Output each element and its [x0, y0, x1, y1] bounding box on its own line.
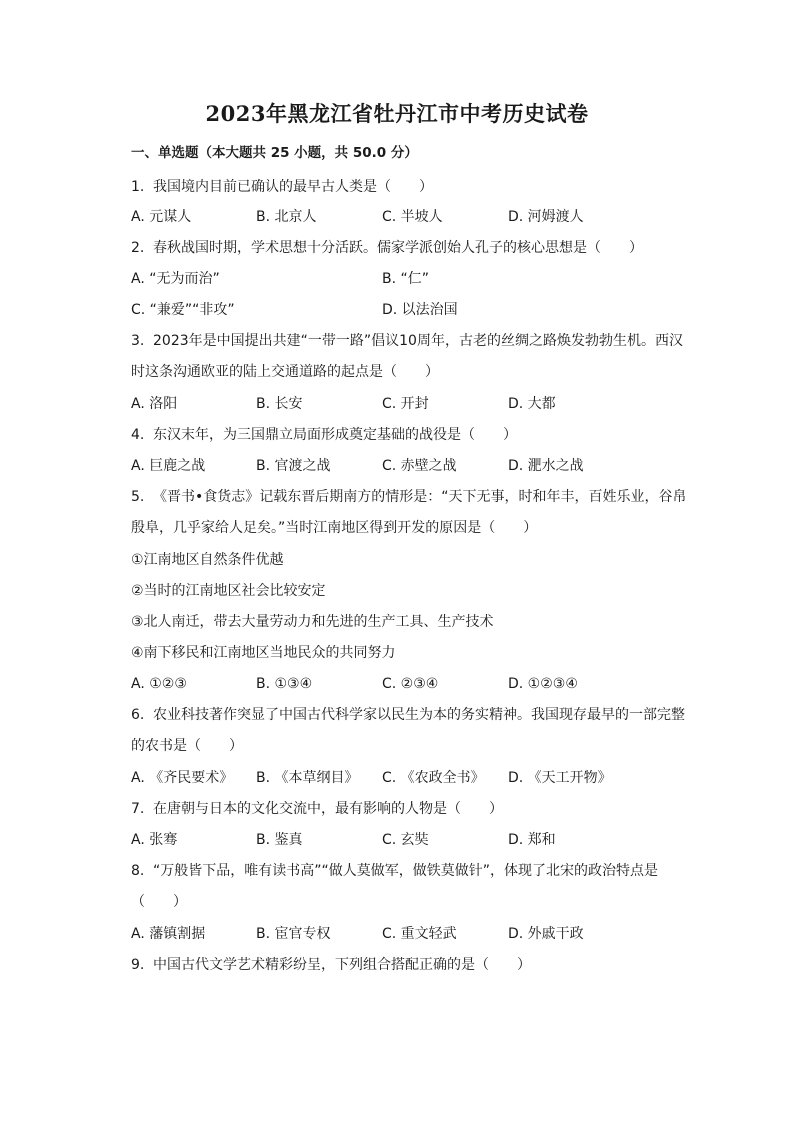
question-7: [131, 799, 503, 819]
question-4: [131, 425, 517, 445]
option-c: C. 赤壁之战: [382, 458, 457, 474]
option-a: A. 巨鹿之战: [131, 458, 206, 474]
question-9: [131, 955, 531, 975]
question-number: 8.: [131, 863, 145, 879]
question-number: 1.: [131, 179, 145, 195]
option-c: C. “兼爱”“非攻”: [131, 302, 235, 318]
statement-2: ②当时的江南地区社会比较安定: [131, 583, 326, 599]
option-d: D. 河姆渡人: [508, 209, 584, 225]
question-text: “万般皆下品，唯有读书高”“做人莫做军，做铁莫做针”，体现了北宋的政治特点是（ ）: [131, 863, 659, 910]
question-text: 春秋战国时期，学术思想十分活跃。儒家学派创始人孔子的核心思想是（ ）: [153, 240, 643, 256]
question-number: 4.: [131, 427, 145, 443]
option-b: B. ①③④: [256, 676, 313, 692]
option-b: B. 鉴真: [256, 832, 303, 848]
question-number: 2.: [131, 240, 145, 256]
question-text: 中国古代文学艺术精彩纷呈，下列组合搭配正确的是（ ）: [153, 957, 531, 973]
option-d: D. 外戚干政: [508, 926, 584, 942]
option-a: A. 元谋人: [131, 209, 192, 225]
option-b: B. 官渡之战: [256, 458, 331, 474]
option-a: A. “无为而治”: [131, 271, 220, 287]
question-3: [131, 326, 691, 388]
question-number: 9.: [131, 957, 145, 973]
option-c: C. 开封: [382, 396, 429, 412]
option-b: B. 《本草纲目》: [256, 770, 359, 786]
question-text: 《晋书•食货志》记载东晋后期南方的情形是：“天下无事，时和年丰，百姓乐业，谷帛殷阜，几乎家给人足矣。”当时江南地区得到开发的原因是（ ）: [131, 489, 687, 536]
option-a: A. 洛阳: [131, 396, 178, 412]
question-2: [131, 238, 643, 258]
option-c: C. 《农政全书》: [382, 770, 485, 786]
option-b: B. 长安: [256, 396, 303, 412]
question-number: 7.: [131, 801, 145, 817]
option-b: B. “仁”: [382, 271, 430, 287]
question-number: 3.: [131, 333, 145, 349]
question-text: 农业科技著作突显了中国古代科学家以民生为本的务实精神。我国现存最早的一部完整的农书是（ ）: [131, 707, 685, 754]
option-c: C. ②③④: [382, 676, 439, 692]
option-b: B. 北京人: [256, 209, 317, 225]
option-a: A. ①②③: [131, 676, 187, 692]
question-8: [131, 856, 691, 918]
option-d: D. 淝水之战: [508, 458, 584, 474]
question-number: 5.: [131, 489, 145, 505]
option-c: C. 玄奘: [382, 832, 429, 848]
option-b: B. 宦官专权: [256, 926, 331, 942]
statement-1: ①江南地区自然条件优越: [131, 552, 284, 568]
question-5: [131, 482, 691, 544]
question-6: [131, 700, 691, 762]
option-d: D. 以法治国: [382, 302, 458, 318]
question-text: 我国境内目前已确认的最早古人类是（ ）: [153, 179, 433, 195]
question-text: 在唐朝与日本的文化交流中，最有影响的人物是（ ）: [153, 801, 503, 817]
section-heading: 一、单选题（本大题共 25 小题，共 50.0 分）: [131, 145, 418, 161]
option-d: D. 郑和: [508, 832, 556, 848]
option-a: A. 张骞: [131, 832, 178, 848]
option-c: C. 重文轻武: [382, 926, 457, 942]
statement-3: ③北人南迁，带去大量劳动力和先进的生产工具、生产技术: [131, 614, 494, 630]
exam-title: 2023年黑龙江省牡丹江市中考历史试卷: [205, 101, 589, 126]
question-number: 6.: [131, 707, 145, 723]
option-d: D. ①②③④: [508, 676, 578, 692]
question-1: [131, 177, 433, 197]
option-a: A. 《齐民要术》: [131, 770, 234, 786]
option-d: D. 大都: [508, 396, 556, 412]
option-d: D. 《天工开物》: [508, 770, 612, 786]
option-a: A. 藩镇割据: [131, 926, 206, 942]
question-text: 2023年是中国提出共建“一带一路”倡议10周年，古老的丝绸之路焕发勃勃生机。西汉时这条沟通欧亚的陆上交通道路的起点是（ ）: [131, 333, 683, 380]
statement-4: ④南下移民和江南地区当地民众的共同努力: [131, 645, 396, 661]
option-c: C. 半坡人: [382, 209, 443, 225]
question-text: 东汉末年，为三国鼎立局面形成奠定基础的战役是（ ）: [153, 427, 517, 443]
